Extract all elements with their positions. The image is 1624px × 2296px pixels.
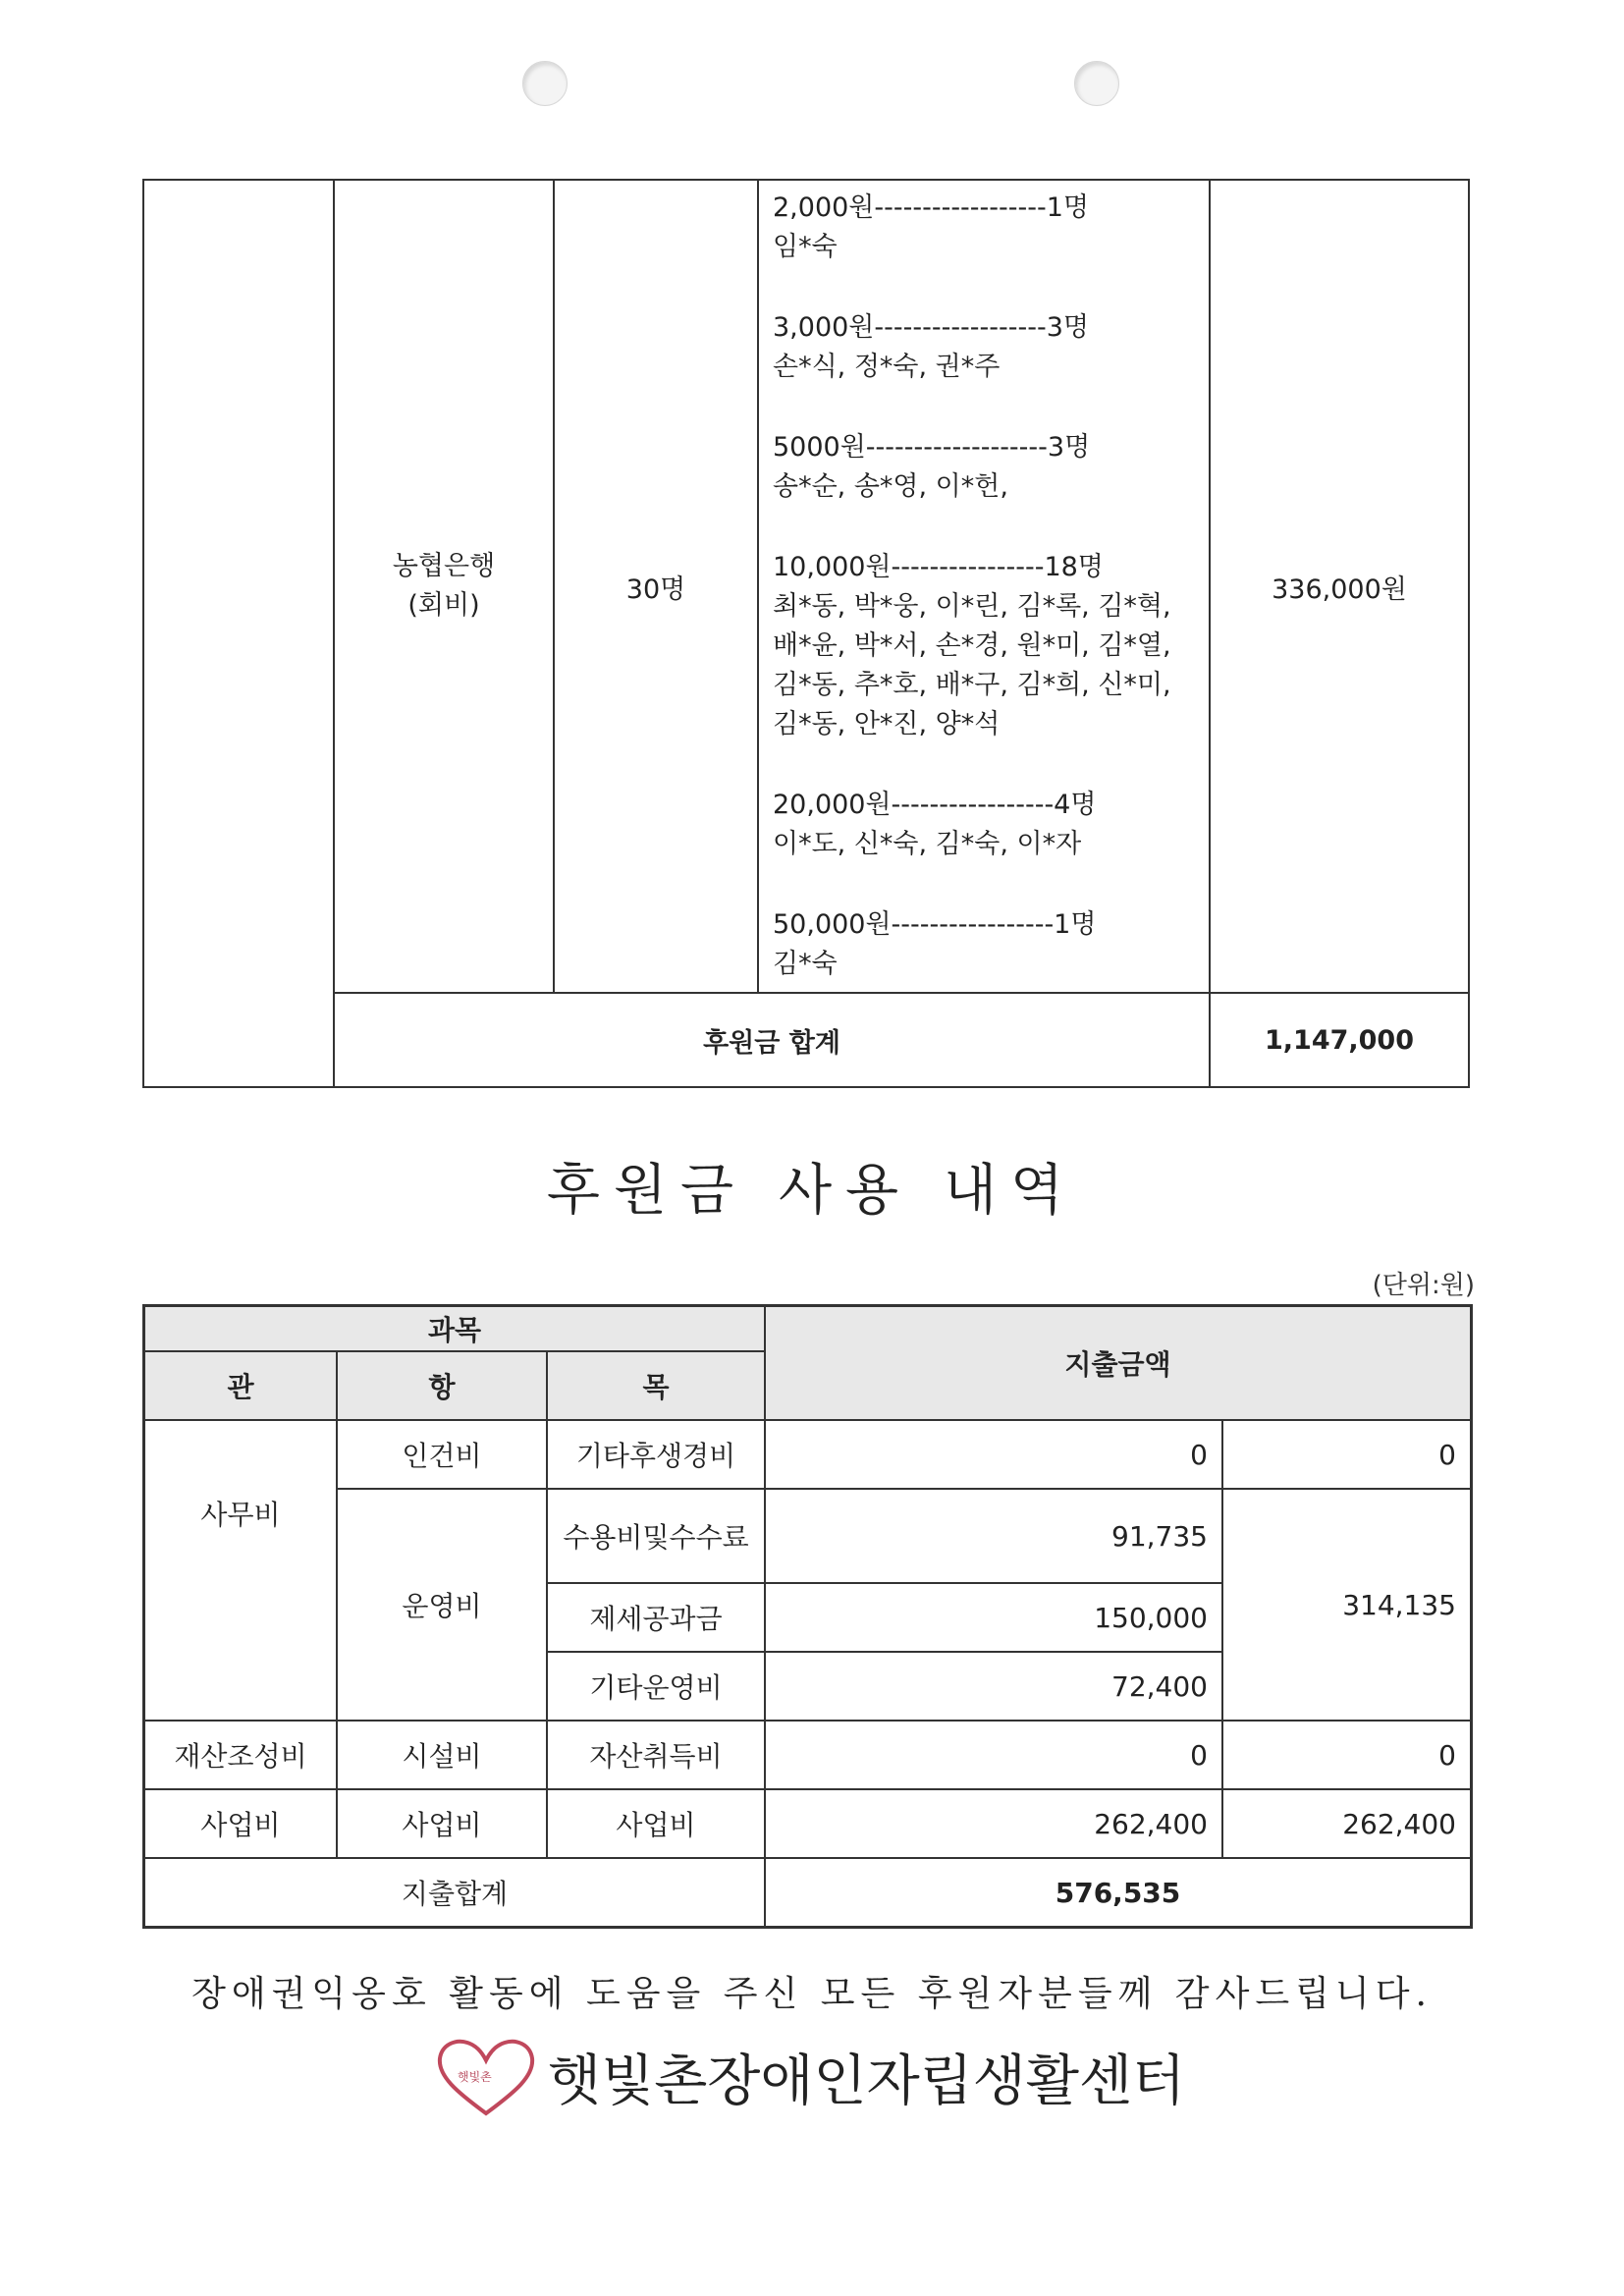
hang-personnel: 인건비	[337, 1420, 547, 1489]
tier-names: 송*순, 송*영, 이*헌,	[773, 471, 1008, 502]
tier-names: 이*도, 신*숙, 김*숙, 이*자	[773, 829, 1082, 859]
mok-project: 사업비	[547, 1789, 765, 1858]
gwan-project: 사업비	[144, 1789, 338, 1858]
header-category: 과목	[144, 1306, 766, 1352]
gwan-office: 사무비	[144, 1420, 338, 1721]
hang-facility: 시설비	[337, 1721, 547, 1789]
amount-taxes: 150,000	[765, 1583, 1222, 1652]
header-mok: 목	[547, 1351, 765, 1420]
tier-line: 50,000원-----------------1명	[773, 909, 1097, 940]
blank-column	[143, 180, 334, 1087]
donor-table	[142, 179, 1470, 1088]
page-title: 후원금 사용 내역	[546, 1159, 1078, 1223]
tier-line: 20,000원-----------------4명	[773, 790, 1097, 820]
unit-label: (단위:원)	[1372, 1271, 1475, 1300]
punch-hole-right	[1074, 61, 1119, 106]
amount-project: 262,400	[765, 1789, 1222, 1858]
org-signature	[432, 2033, 1185, 2121]
punch-hole-left	[522, 61, 568, 106]
tier-line: 5000원-------------------3명	[773, 432, 1091, 463]
logo-text: 햇빛촌	[458, 2070, 492, 2084]
expense-total-label: 지출합계	[144, 1858, 766, 1928]
amount-other-ops: 72,400	[765, 1652, 1222, 1721]
tier-5000	[773, 428, 1195, 507]
header-amount: 지출금액	[765, 1306, 1472, 1421]
donor-count: 30명	[554, 180, 758, 993]
tier-50000	[773, 905, 1195, 984]
tier-names: 손*식, 정*숙, 권*주	[773, 352, 1001, 382]
mok-asset: 자산취득비	[547, 1721, 765, 1789]
tier-10000	[773, 548, 1195, 744]
bank-name: 농협은행	[392, 551, 496, 581]
tier-line: 3,000원------------------3명	[773, 312, 1090, 343]
amount-fees: 91,735	[765, 1489, 1222, 1583]
total-facility: 0	[1222, 1721, 1472, 1789]
amount-asset: 0	[765, 1721, 1222, 1789]
usage-table	[142, 1304, 1473, 1929]
tier-line: 10,000원----------------18명	[773, 552, 1104, 582]
total-personnel: 0	[1222, 1420, 1472, 1489]
mok-other-ops: 기타운영비	[547, 1652, 765, 1721]
donation-total-label: 후원금 합계	[334, 993, 1210, 1087]
tier-2000	[773, 189, 1195, 267]
tier-names: 김*숙	[773, 949, 838, 979]
header-hang: 항	[337, 1351, 547, 1420]
total-project: 262,400	[1222, 1789, 1472, 1858]
total-operating: 314,135	[1222, 1489, 1472, 1721]
mok-fees: 수용비및수수료	[547, 1489, 765, 1583]
org-name: 햇빛촌장애인자립생활센터	[548, 2050, 1186, 2113]
mok-taxes: 제세공과금	[547, 1583, 765, 1652]
hang-operating: 운영비	[337, 1489, 547, 1721]
bank-subtotal: 336,000원	[1210, 180, 1469, 993]
tier-20000	[773, 786, 1195, 864]
hang-project: 사업비	[337, 1789, 547, 1858]
amount-welfare: 0	[765, 1420, 1222, 1489]
tier-3000	[773, 308, 1195, 387]
heart-logo-icon	[432, 2033, 540, 2121]
mok-welfare: 기타후생경비	[547, 1420, 765, 1489]
tier-names: 최*동, 박*웅, 이*린, 김*록, 김*혁, 배*윤, 박*서, 손*경, 원*미, 김*열, 김*동, 추*호, 배*구, 김*희, 신*미, 김*동, 안*진, 양*석	[773, 591, 1171, 739]
expense-total-value: 576,535	[765, 1858, 1472, 1928]
tier-names: 임*숙	[773, 232, 838, 262]
header-gwan: 관	[144, 1351, 338, 1420]
thanks-message: 장애권익옹호 활동에 도움을 주신 모든 후원자분들께 감사드립니다.	[191, 1974, 1433, 2014]
gwan-property: 재산조성비	[144, 1721, 338, 1789]
bank-subtitle: (회비)	[407, 590, 480, 621]
donation-total-value: 1,147,000	[1210, 993, 1469, 1087]
tier-line: 2,000원------------------1명	[773, 192, 1090, 223]
donor-details	[758, 180, 1210, 993]
bank-cell	[334, 180, 554, 993]
